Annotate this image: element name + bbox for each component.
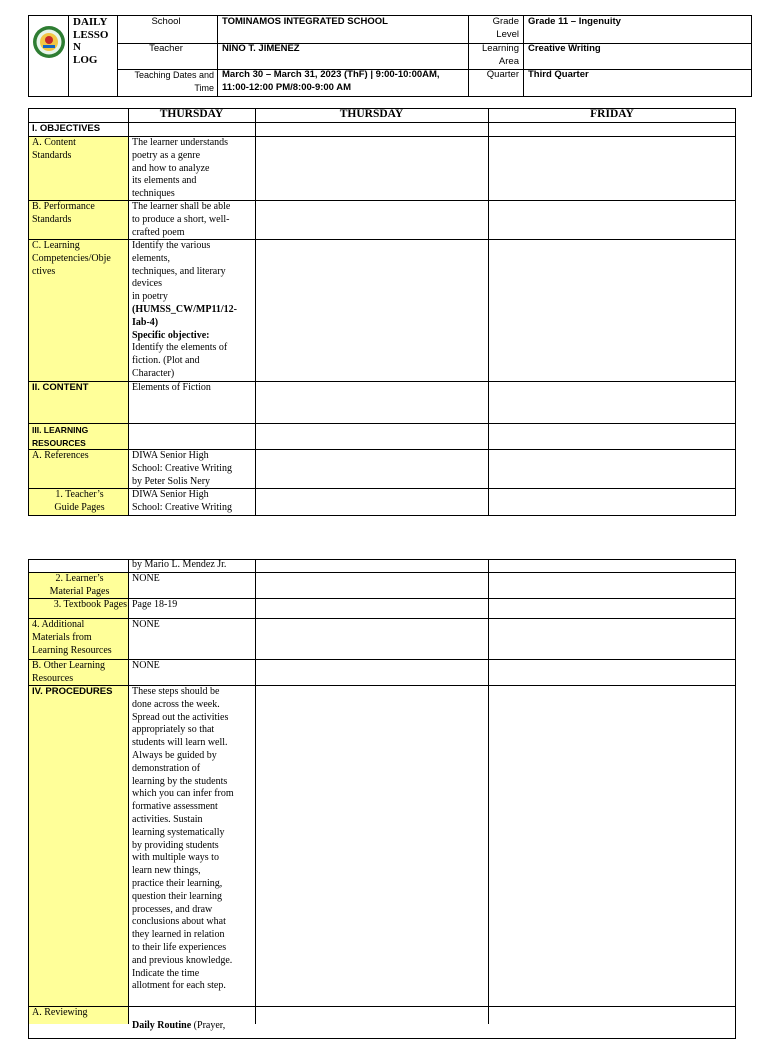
performance-standards-label: B. Performance Standards <box>32 201 95 225</box>
grade-label: Grade Level <box>492 16 519 40</box>
school-seal-logo <box>32 25 66 59</box>
content-heading: II. CONTENT <box>32 382 89 393</box>
procedures-heading: IV. PROCEDURES <box>32 686 113 697</box>
day-header-1: THURSDAY <box>159 108 224 120</box>
references-value: DIWA Senior High School: Creative Writing by Peter Solis Nery <box>132 450 232 487</box>
learning-area-value: Creative Writing <box>528 43 601 54</box>
quarter-value: Third Quarter <box>528 69 589 80</box>
specific-objective-label: Specific objective: <box>132 329 210 341</box>
teaching-dates-value: March 30 – March 31, 2023 (ThF) | 9:00-10:00AM, 11:00-12:00 PM/8:00-9:00 AM <box>222 69 440 93</box>
daily-routine-line <box>132 1007 254 1033</box>
objectives-heading: I. OBJECTIVES <box>32 123 101 134</box>
school-value: TOMINAMOS INTEGRATED SCHOOL <box>222 16 388 27</box>
competencies-label: C. Learning Competencies/Obje ctives <box>32 240 111 277</box>
teacher-label: Teacher <box>149 43 183 54</box>
dll-title: DAILY LESSO N LOG <box>73 16 109 66</box>
reviewing-label: A. Reviewing <box>32 1007 88 1018</box>
additional-materials-value: NONE <box>132 619 160 630</box>
other-resources-label: B. Other Learning Resources <box>32 660 106 684</box>
tg-carry-over-value: by Mario L. Mendez Jr. <box>132 559 227 570</box>
other-resources-value: NONE <box>132 660 160 671</box>
daily-routine-rest: (Prayer, <box>191 1019 226 1031</box>
textbook-pages-value: Page 18-19 <box>132 599 178 610</box>
content-standards-label: A. Content Standards <box>32 137 76 161</box>
competency-code: (HUMSS_CW/MP11/12- Iab-4) <box>132 303 237 328</box>
references-label: A. References <box>32 450 89 461</box>
competencies-cell <box>132 240 254 381</box>
daily-routine-bold: Daily Routine <box>132 1019 192 1031</box>
content-standards-value: The learner understands poetry as a genre and how to analyze its elements and techniques <box>132 137 229 200</box>
teachers-guide-value: DIWA Senior High School: Creative Writing <box>132 489 232 513</box>
competencies-value: Identify the various elements, techniques, and literary devices in poetry <box>132 240 226 303</box>
learners-material-value: NONE <box>132 573 160 584</box>
content-value: Elements of Fiction <box>132 382 211 393</box>
teacher-value: NINO T. JIMENEZ <box>222 43 300 54</box>
additional-materials-label: 4. Additional Materials from Learning Resources <box>32 619 112 656</box>
teachers-guide-label: 1. Teacher’s Guide Pages <box>54 489 105 513</box>
school-label: School <box>151 16 181 27</box>
grade-value: Grade 11 – Ingenuity <box>528 16 621 27</box>
learners-material-label: 2. Learner’s Material Pages <box>49 573 110 597</box>
learning-resources-heading: III. LEARNING RESOURCES <box>32 425 89 448</box>
day-header-2: THURSDAY <box>339 108 404 120</box>
specific-objective-value: Identify the elements of fiction. (Plot and Character) <box>132 342 228 379</box>
quarter-label: Quarter <box>486 69 519 80</box>
textbook-pages-label: 3. Textbook Pages <box>53 599 127 610</box>
learning-area-label: Learning Area <box>482 43 519 67</box>
procedures-value: These steps should be done across the week. Spread out the activities appropriately so that students will learn well. Always be guided by demonstration of learning by the students which you can infer from formative assessment activities. Sustain learning systematically by providing students with multiple ways to learn new things, practice their learning, question their learning processes, and draw conclusions about what they learned in relation to their life experiences and previous knowledge. Indicate the time allotment for each step. <box>132 686 234 992</box>
day-header-3: FRIDAY <box>590 108 634 120</box>
teaching-dates-label: Teaching Dates and Time <box>134 70 214 93</box>
performance-standards-value: The learner shall be able to produce a short, well- crafted poem <box>132 201 231 238</box>
